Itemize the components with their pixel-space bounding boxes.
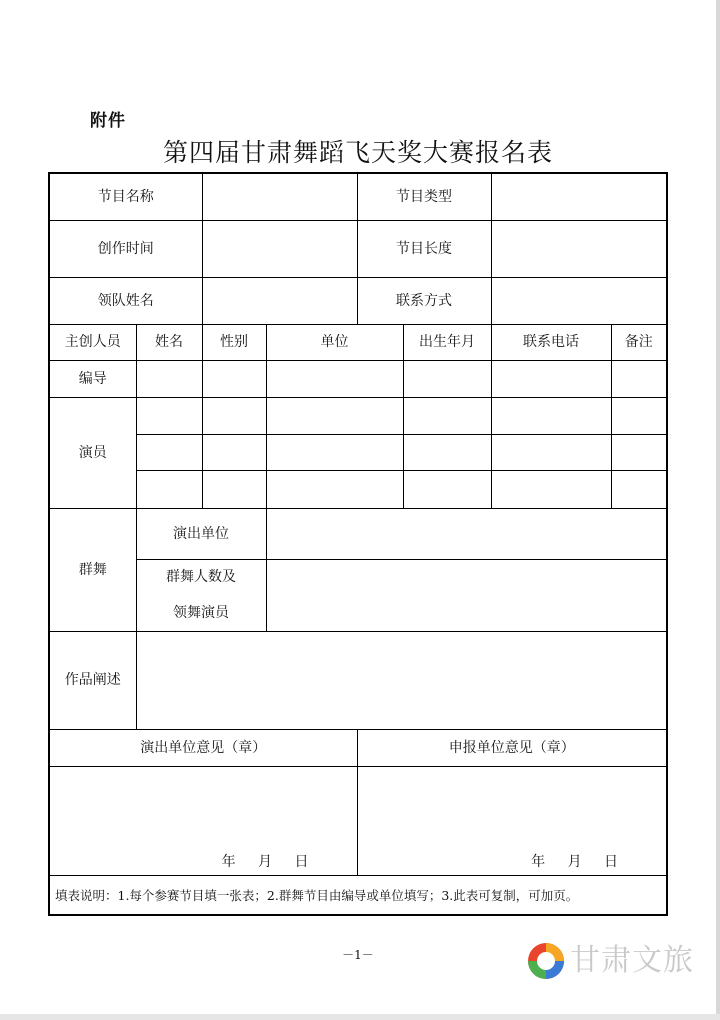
group-count-field[interactable] [266,559,666,631]
row-work-description [50,631,666,729]
performer-name-field[interactable] [136,434,202,470]
attachment-label: 附件 [90,111,126,131]
row-performer-3 [50,470,666,508]
work-description-field[interactable] [136,631,666,729]
form-title: 第四届甘肃舞蹈飞天奖大赛报名表 [162,138,553,167]
row-opinion-fields [50,766,666,875]
applicant-unit-opinion-label: 申报单位意见（章） [357,729,666,766]
program-type-label: 节目类型 [357,174,491,220]
row-performer-1 [50,397,666,434]
staff-header-row [50,324,666,360]
gansu-culture-tourism-logo-icon [526,941,566,981]
performer-birth-field[interactable] [403,470,491,508]
choreographer-birth-field[interactable] [403,360,491,397]
performer-phone-field[interactable] [491,397,611,434]
contact-field[interactable] [491,277,666,324]
performer-remark-field[interactable] [611,434,666,470]
page-number: －1－ [342,948,374,962]
page-edge-right [716,0,720,1020]
performer-gender-field[interactable] [202,470,266,508]
row-creation-time [50,220,666,277]
applicant-unit-opinion-field[interactable] [357,766,666,875]
performer-unit-field[interactable] [266,397,403,434]
performer-unit-opinion-field[interactable] [50,766,357,875]
choreographer-remark-field[interactable] [611,360,666,397]
header-gender: 性别 [202,324,266,360]
choreographer-gender-field[interactable] [202,360,266,397]
work-description-label: 作品阐述 [50,631,136,729]
form-note: 填表说明：1.每个参赛节目填一张表；2.群舞节目由编导或单位填写；3.此表可复制，可加页。 [50,875,666,916]
applicant-opinion-date: 年 月 日 [531,853,621,870]
row-performer-2 [50,434,666,470]
contact-label: 联系方式 [357,277,491,324]
performer-opinion-date: 年 月 日 [221,853,311,870]
header-phone: 联系电话 [491,324,611,360]
group-unit-label: 演出单位 [136,508,266,559]
row-group-unit [50,508,666,559]
program-length-field[interactable] [491,220,666,277]
header-birth: 出生年月 [403,324,491,360]
header-staff: 主创人员 [50,324,136,360]
performer-unit-field[interactable] [266,434,403,470]
program-length-label: 节目长度 [357,220,491,277]
group-dance-label: 群舞 [50,508,136,631]
performer-gender-field[interactable] [202,434,266,470]
choreographer-label: 编导 [50,360,136,397]
choreographer-name-field[interactable] [136,360,202,397]
program-name-label: 节目名称 [50,174,202,220]
group-unit-field[interactable] [266,508,666,559]
group-count-line1: 群舞人数及 [166,569,236,586]
leader-name-label: 领队姓名 [50,277,202,324]
choreographer-unit-field[interactable] [266,360,403,397]
performer-gender-field[interactable] [202,397,266,434]
registration-table [50,174,666,916]
performer-name-field[interactable] [136,470,202,508]
row-note [50,875,666,916]
watermark-logo [526,940,706,982]
performer-birth-field[interactable] [403,397,491,434]
performer-remark-field[interactable] [611,470,666,508]
performer-phone-field[interactable] [491,434,611,470]
program-name-field[interactable] [202,174,357,220]
page-edge-bottom [0,1014,720,1020]
performer-birth-field[interactable] [403,434,491,470]
header-remark: 备注 [611,324,666,360]
program-type-field[interactable] [491,174,666,220]
row-opinion-headers [50,729,666,766]
performer-label: 演员 [50,397,136,508]
choreographer-phone-field[interactable] [491,360,611,397]
leader-name-field[interactable] [202,277,357,324]
creation-time-field[interactable] [202,220,357,277]
creation-time-label: 创作时间 [50,220,202,277]
group-count-label [136,559,266,631]
performer-name-field[interactable] [136,397,202,434]
row-leader [50,277,666,324]
row-program-name [50,174,666,220]
performer-unit-opinion-label: 演出单位意见（章） [50,729,357,766]
registration-form [48,172,668,916]
header-name: 姓名 [136,324,202,360]
group-count-line2: 领舞演员 [173,604,229,621]
logo-text: 甘肃文旅 [570,943,694,978]
performer-remark-field[interactable] [611,397,666,434]
row-group-count [50,559,666,631]
performer-unit-field[interactable] [266,470,403,508]
row-choreographer [50,360,666,397]
header-unit: 单位 [266,324,403,360]
performer-phone-field[interactable] [491,470,611,508]
